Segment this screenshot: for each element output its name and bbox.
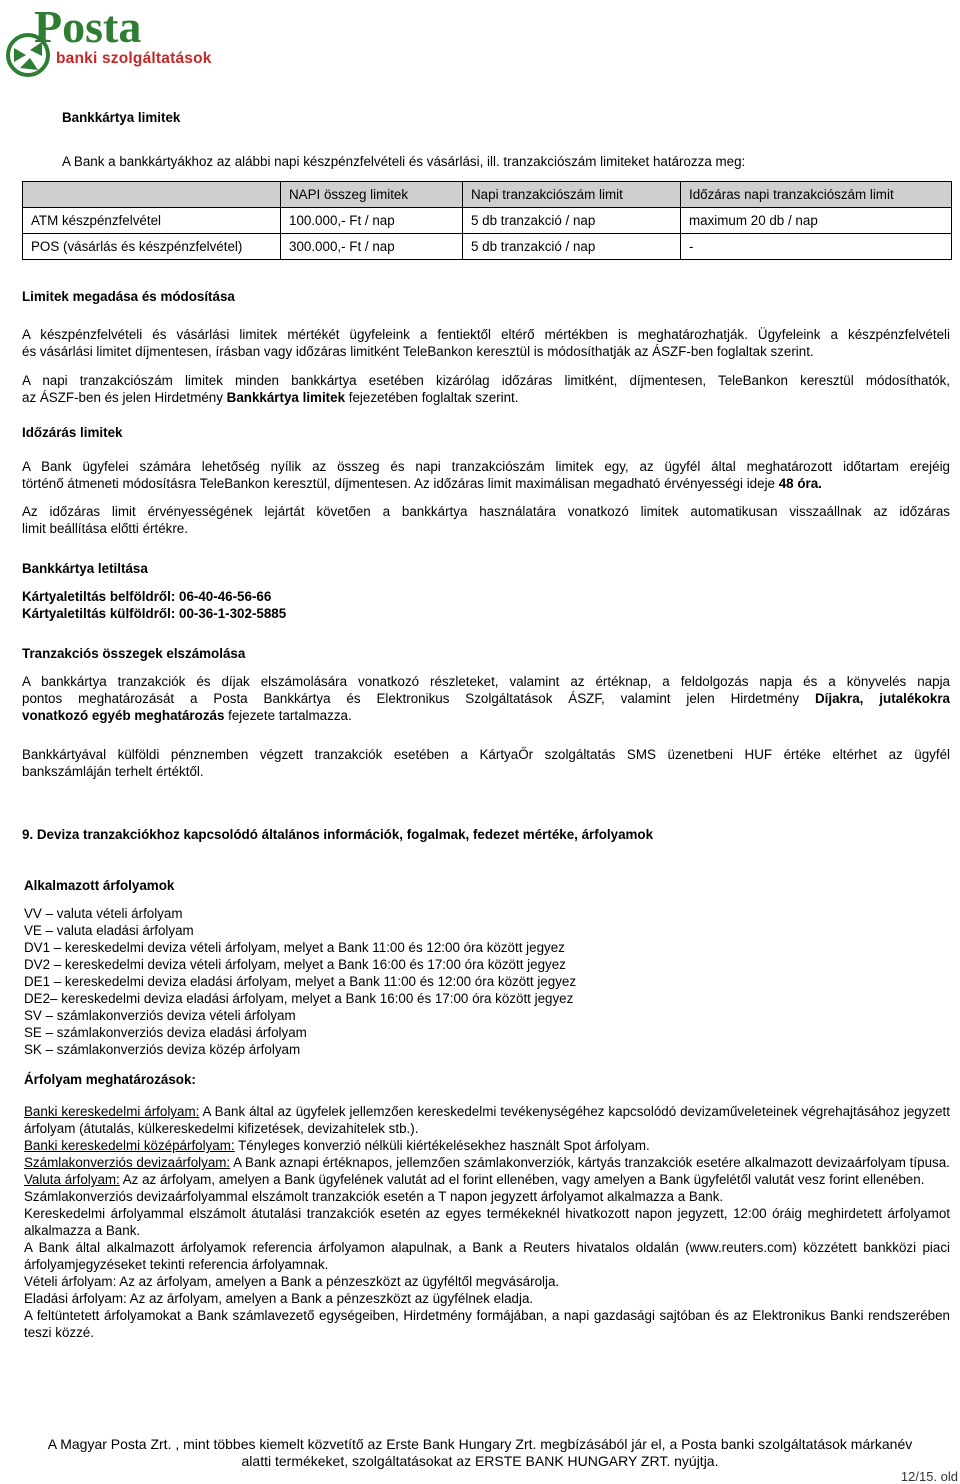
card-limits-intro: A Bank a bankkártyákhoz az alábbi napi készpénzfelvételi és vásárlási, ill. tranzakciószám limiteket határozza meg: (62, 154, 746, 169)
list-item: SE – számlakonverziós deviza eladási árfolyam (24, 1025, 307, 1040)
table-row (23, 208, 952, 234)
timed-p2-line2: limit beállítása előtti értékre. (22, 521, 188, 536)
fx-rates-list (24, 905, 924, 1058)
limit-change-heading: Limitek megadása és módosítása (22, 289, 235, 304)
table-header-cell: Napi tranzakciószám limit (463, 182, 681, 208)
bold-ref: Díjakra, jutalékokra (815, 691, 950, 706)
text-span: pontos meghatározását a Posta Bankkártya és Elektronikus Szolgáltatások ÁSZF, valamint jelen Hirdetmény (22, 691, 815, 706)
table-cell: maximum 20 db / nap (681, 208, 952, 234)
definition-paragraph: A feltüntetett árfolyamokat a Bank számlavezető egységeiben, Hirdetmény formájában, a napi gazdasági sajtóban és az Elektronikus Banki rendszerében teszi közzé. (24, 1308, 950, 1340)
table-cell: 5 db tranzakció / nap (463, 234, 681, 260)
bold-ref: 48 óra. (778, 476, 822, 491)
settlement-heading: Tranzakciós összegek elszámolása (22, 646, 246, 661)
table-cell: ATM készpénzfelvétel (23, 208, 281, 234)
settlement-p2-line1: Bankkártyával külföldi pénznemben végzett tranzakciók esetében a KártyaŐr szolgáltatás SMS üzenetbeni HUF értéke eltérhet az ügyfél (22, 747, 950, 762)
table-cell: 5 db tranzakció / nap (463, 208, 681, 234)
text-span: az ÁSZF-ben és jelen Hirdetmény (22, 390, 227, 405)
definition-paragraph: A Bank által alkalmazott árfolyamok referencia árfolyamon alapulnak, a Bank a Reuters hivatalos oldalán (www.reuters.com) közzétett bankközi piaci árfolyamjegyzéseket tekinti referencia árfolyamnak. (24, 1240, 950, 1272)
definition-text: A Bank által az ügyfelek jellemzően kereskedelmi tevékenységéhez kapcsolódó devizaműveleteinek végrehajtásához jegyzett árfolyam (átutalás, külkereskedelmi kifizetések, devizahitelek stb.). (24, 1104, 950, 1136)
fx-rates-heading: Alkalmazott árfolyamok (24, 878, 175, 893)
settlement-p2-line2: bankszámláján terhelt értéktől. (22, 764, 204, 779)
page-number: 12/15. old (900, 1469, 958, 1484)
definition-paragraph: Számlakonverziós devizaárfolyammal elszámolt tranzakciók esetén a T napon jegyzett árfolyamot alkalmazza a Bank. (24, 1189, 724, 1204)
limit-change-p1-line2: és vásárlási limitet díjmentesen, írásban vagy időzáras limitként TeleBankon keresztül is módosíthatják az ÁSZF-ben foglaltak szerint. (22, 344, 814, 359)
table-cell: POS (vásárlás és készpénzfelvétel) (23, 234, 281, 260)
table-cell: 100.000,- Ft / nap (281, 208, 463, 234)
timed-p1-line1: A Bank ügyfelei számára lehetőség nyílik az összeg és napi tranzakciószám limitek egy, az ügyfél által meghatározott időtartam erejéig (22, 459, 950, 474)
definition-term: Számlakonverziós devizaárfolyam: (24, 1155, 231, 1170)
fx-definitions (24, 1103, 950, 1341)
definition-term: Banki kereskedelmi árfolyam: (24, 1104, 200, 1119)
text-span: fejezetében foglaltak szerint. (345, 390, 519, 405)
list-item: DE1 – kereskedelmi deviza eladási árfolyam, melyet a Bank 11:00 és 12:00 óra között jegyez (24, 974, 577, 989)
footer-line1: A Magyar Posta Zrt. , mint többes kiemelt közvetítő az Erste Bank Hungary Zrt. megbízásából jár el, a Posta banki szolgáltatások márkanév (47, 1436, 913, 1452)
logo-brand: Posta (34, 1, 142, 52)
table-row (23, 234, 952, 260)
timed-p1-line2 (22, 475, 950, 492)
block-abroad-phone: Kártyaletiltás külföldről: 00-36-1-302-5885 (22, 606, 287, 621)
limit-change-p2-line2 (22, 389, 950, 406)
limit-change-p2-line1: A napi tranzakciószám limitek minden bankkártya esetében kizárólag időzáras limitként, díjmentesen, TeleBankon keresztül módosíthatók, (22, 373, 950, 388)
list-item: SV – számlakonverziós deviza vételi árfolyam (24, 1008, 296, 1023)
list-item: VE – valuta eladási árfolyam (24, 923, 194, 938)
logo-subtitle: banki szolgáltatások (56, 50, 212, 67)
definition-text: Az az árfolyam, amelyen a Bank ügyfelének valutát ad el forint ellenében, vagy amelyen a Bank ügyfelétől valutát vesz forint ellenében. (119, 1172, 925, 1187)
table-cell: 300.000,- Ft / nap (281, 234, 463, 260)
fx-defs-heading: Árfolyam meghatározások: (24, 1072, 196, 1087)
settlement-p1-line2 (22, 690, 950, 707)
definition-item (24, 1154, 950, 1171)
definition-text: A Bank aznapi értéknapos, jellemzően számlakonverziók, kártyás tranzakciók esetére alkalmazott devizaárfolyam típusa. (230, 1155, 950, 1170)
definition-text: Tényleges konverzió nélküli kiértékelésekhez használt Spot árfolyam. (234, 1138, 650, 1153)
text-span: történő átmeneti módosításra TeleBankon keresztül, díjmentesen. Az időzáras limit maximálisan megadható érvényességi ideje (22, 476, 779, 491)
timed-p2-line1: Az időzáras limit érvényességének lejártát követően a bankkártya használatára vonatkozó limitek automatikusan visszaállnak az időzáras (22, 504, 950, 519)
footer-line2: alatti termékeket, szolgáltatásokat az ERSTE BANK HUNGARY ZRT. nyújtja. (241, 1453, 719, 1469)
table-header-row (23, 182, 952, 208)
definition-item (24, 1103, 950, 1137)
block-heading: Bankkártya letiltása (22, 561, 148, 576)
list-item: SK – számlakonverziós deviza közép árfolyam (24, 1042, 301, 1057)
definition-item (24, 1137, 950, 1154)
definition-term: Valuta árfolyam: (24, 1172, 120, 1187)
table-header-cell: NAPI összeg limitek (281, 182, 463, 208)
list-item: DE2– kereskedelmi deviza eladási árfolyam, melyet a Bank 16:00 és 17:00 óra között jegyez (24, 991, 574, 1006)
list-item: DV2 – kereskedelmi deviza vételi árfolyam, melyet a Bank 16:00 és 17:00 óra között jegyez (24, 957, 566, 972)
definition-item (24, 1171, 950, 1188)
definition-paragraph: Kereskedelmi árfolyammal elszámolt átutalási tranzakciók esetén az egyes termékeknél hivatkozott napon jegyzett, 12:00 óráig meghirdetett árfolyamot alkalmazza a Bank. (24, 1206, 950, 1238)
list-item: VV – valuta vételi árfolyam (24, 906, 183, 921)
definition-paragraph: Eladási árfolyam: Az az árfolyam, amelyen a Bank a pénzeszközt az ügyfélnek eladja. (24, 1291, 534, 1306)
definition-paragraph: Vételi árfolyam: Az az árfolyam, amelyen a Bank a pénzeszközt az ügyféltől megvásárolja. (24, 1274, 560, 1289)
limit-change-p1-line1: A készpénzfelvételi és vásárlási limitek mértékét ügyfeleink a fentiektől eltérő mértékben is meghatározhatják. Ügyfeleink a készpénzfelvételi (22, 327, 950, 342)
list-item: DV1 – kereskedelmi deviza vételi árfolyam, melyet a Bank 11:00 és 12:00 óra között jegyez (24, 940, 565, 955)
table-cell: - (681, 234, 952, 260)
bold-ref: Bankkártya limitek (226, 390, 346, 405)
posta-logo (4, 1, 234, 82)
settlement-p1-line3 (22, 707, 950, 724)
fx-heading: 9. Deviza tranzakciókhoz kapcsolódó általános információk, fogalmak, fedezet mértéke, árfolyamok (22, 827, 654, 842)
timed-heading: Időzárás limitek (22, 425, 123, 440)
text-span: fejezete tartalmazza. (224, 708, 352, 723)
block-domestic-phone: Kártyaletiltás belföldről: 06-40-46-56-66 (22, 589, 272, 604)
table-header-cell: Időzáras napi tranzakciószám limit (681, 182, 952, 208)
bold-ref: vonatkozó egyéb meghatározás (22, 708, 225, 723)
settlement-p1-line1: A bankkártya tranzakciók és díjak elszámolására vonatkozó részleteket, valamint az értéknap, a feldolgozás napja és a könyvelés napja (22, 674, 950, 689)
card-limits-heading: Bankkártya limitek (62, 110, 181, 125)
definition-term: Banki kereskedelmi középárfolyam: (24, 1138, 235, 1153)
table-header-cell (23, 182, 281, 208)
limits-table (22, 181, 952, 260)
